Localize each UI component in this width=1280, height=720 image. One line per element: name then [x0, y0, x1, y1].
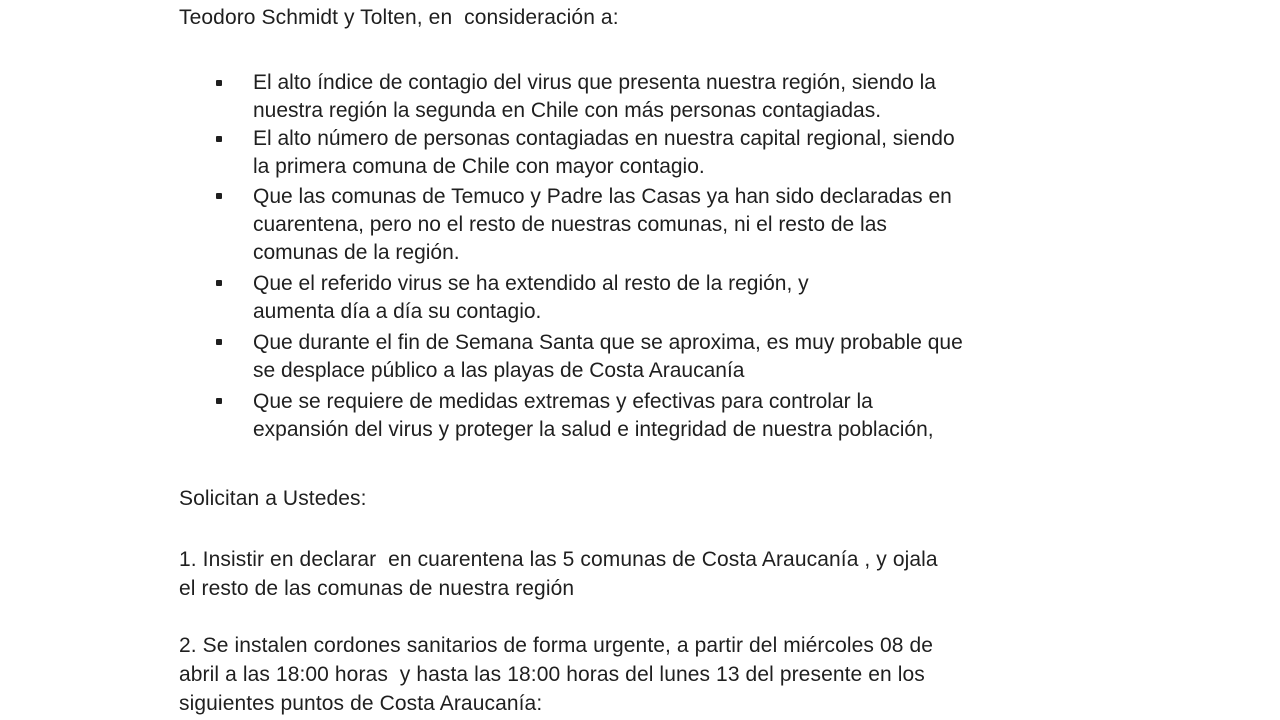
consideration-item-6: Que se requiere de medidas extremas y efectivas para controlar la expansión del virus y proteger la salud e integridad de nuestra población,: [253, 390, 934, 441]
consideration-item-3: Que las comunas de Temuco y Padre las Casas ya han sido declaradas en cuarentena, pero no el resto de nuestras comunas, ni el resto de las comunas de la región.: [253, 185, 952, 264]
request-item-2-line-1: 2. Se instalen cordones sanitarios de forma urgente, a partir del miércoles 08 de: [179, 634, 934, 657]
intro-line: Teodoro Schmidt y Tolten, en consideración a:: [179, 6, 619, 29]
request-heading: Solicitan a Ustedes:: [179, 487, 367, 510]
bullet-icon: [216, 80, 222, 86]
bullet-icon: [216, 398, 222, 404]
bullet-icon: [216, 280, 222, 286]
bullet-icon: [216, 339, 222, 345]
request-item-1-line-2: el resto de las comunas de nuestra región: [179, 577, 575, 600]
consideration-item-4: Que el referido virus se ha extendido al resto de la región, y aumenta día a día su contagio.: [253, 272, 809, 323]
request-item-1-line-1: 1. Insistir en declarar en cuarentena las 5 comunas de Costa Araucanía , y ojala: [179, 548, 938, 571]
bullet-icon: [216, 136, 222, 142]
consideration-item-2: El alto número de personas contagiadas en nuestra capital regional, siendo la primera comuna de Chile con mayor contagio.: [253, 127, 955, 178]
request-item-2-line-3: siguientes puntos de Costa Araucanía:: [179, 692, 543, 715]
consideration-item-1: El alto índice de contagio del virus que presenta nuestra región, siendo la nuestra región la segunda en Chile con más personas contagiadas.: [253, 71, 936, 122]
bullet-icon: [216, 193, 222, 199]
request-item-2-line-2: abril a las 18:00 horas y hasta las 18:00 horas del lunes 13 del presente en los: [179, 663, 925, 686]
consideration-item-5: Que durante el fin de Semana Santa que se aproxima, es muy probable que se desplace público a las playas de Costa Araucanía: [253, 331, 963, 382]
